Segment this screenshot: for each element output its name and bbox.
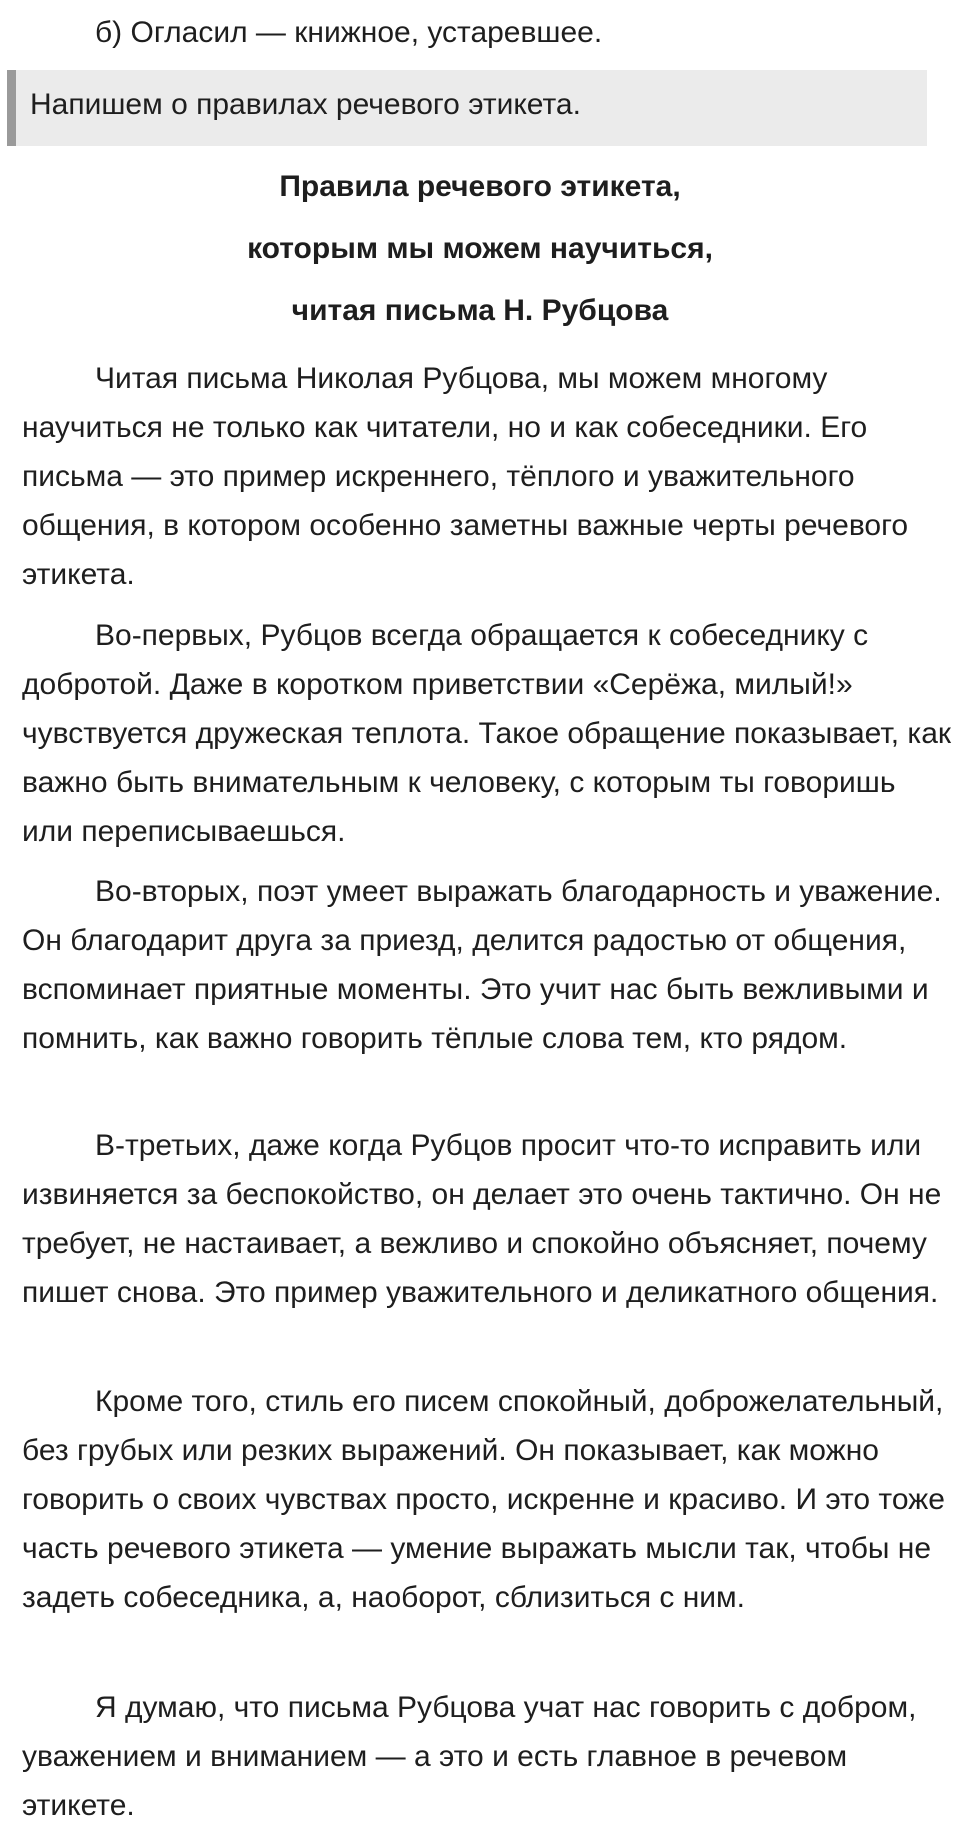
paragraph-4: В-третьих, даже когда Рубцов просит что-то исправить или извиняется за беспокойство, он делает это очень тактично. Он не требует, не настаивает, а вежливо и спокойно объясняет, почему пишет снова. Это пример уважительного и деликатного общения.	[22, 1129, 942, 1309]
paragraph-5: Кроме того, стиль его писем спокойный, доброжелательный, без грубых или резких выражений. Он показывает, как можно говорить о своих чувствах просто, искренне и красиво. И это тоже часть речевого этикета — умение выражать мысли так, чтобы не задеть собеседника, а, наоборот, сблизиться с ним.	[22, 1385, 945, 1614]
note-text: Напишем о правилах речевого этикета.	[30, 88, 581, 121]
paragraph-6: Я думаю, что письма Рубцова учат нас говорить с добром, уважением и вниманием — а это и есть главное в речевом этикете.	[22, 1691, 917, 1822]
paragraph-3: Во-вторых, поэт умеет выражать благодарность и уважение. Он благодарит друга за приезд, делится радостью от общения, вспоминает приятные моменты. Это учит нас быть вежливыми и помнить, как важно говорить тёплые слова тем, кто рядом.	[22, 875, 942, 1055]
title-line-2: которым мы можем научиться,	[247, 232, 713, 265]
note-box	[7, 70, 927, 146]
title-line-3: читая письма Н. Рубцова	[291, 294, 669, 327]
title-line-1: Правила речевого этикета,	[279, 170, 681, 203]
intro-line: б) Огласил — книжное, устаревшее.	[95, 16, 603, 49]
paragraph-2: Во-первых, Рубцов всегда обращается к собеседнику с добротой. Даже в коротком приветствии «Серёжа, милый!» чувствуется дружеская теплота. Такое обращение показывает, как важно быть внимательным к человеку, с которым ты говоришь или переписываешься.	[22, 619, 952, 848]
paragraph-1: Читая письма Николая Рубцова, мы можем многому научиться не только как читатели, но и как собеседники. Его письма — это пример искреннего, тёплого и уважительного общения, в котором особенно заметны важные черты речевого этикета.	[22, 362, 909, 591]
